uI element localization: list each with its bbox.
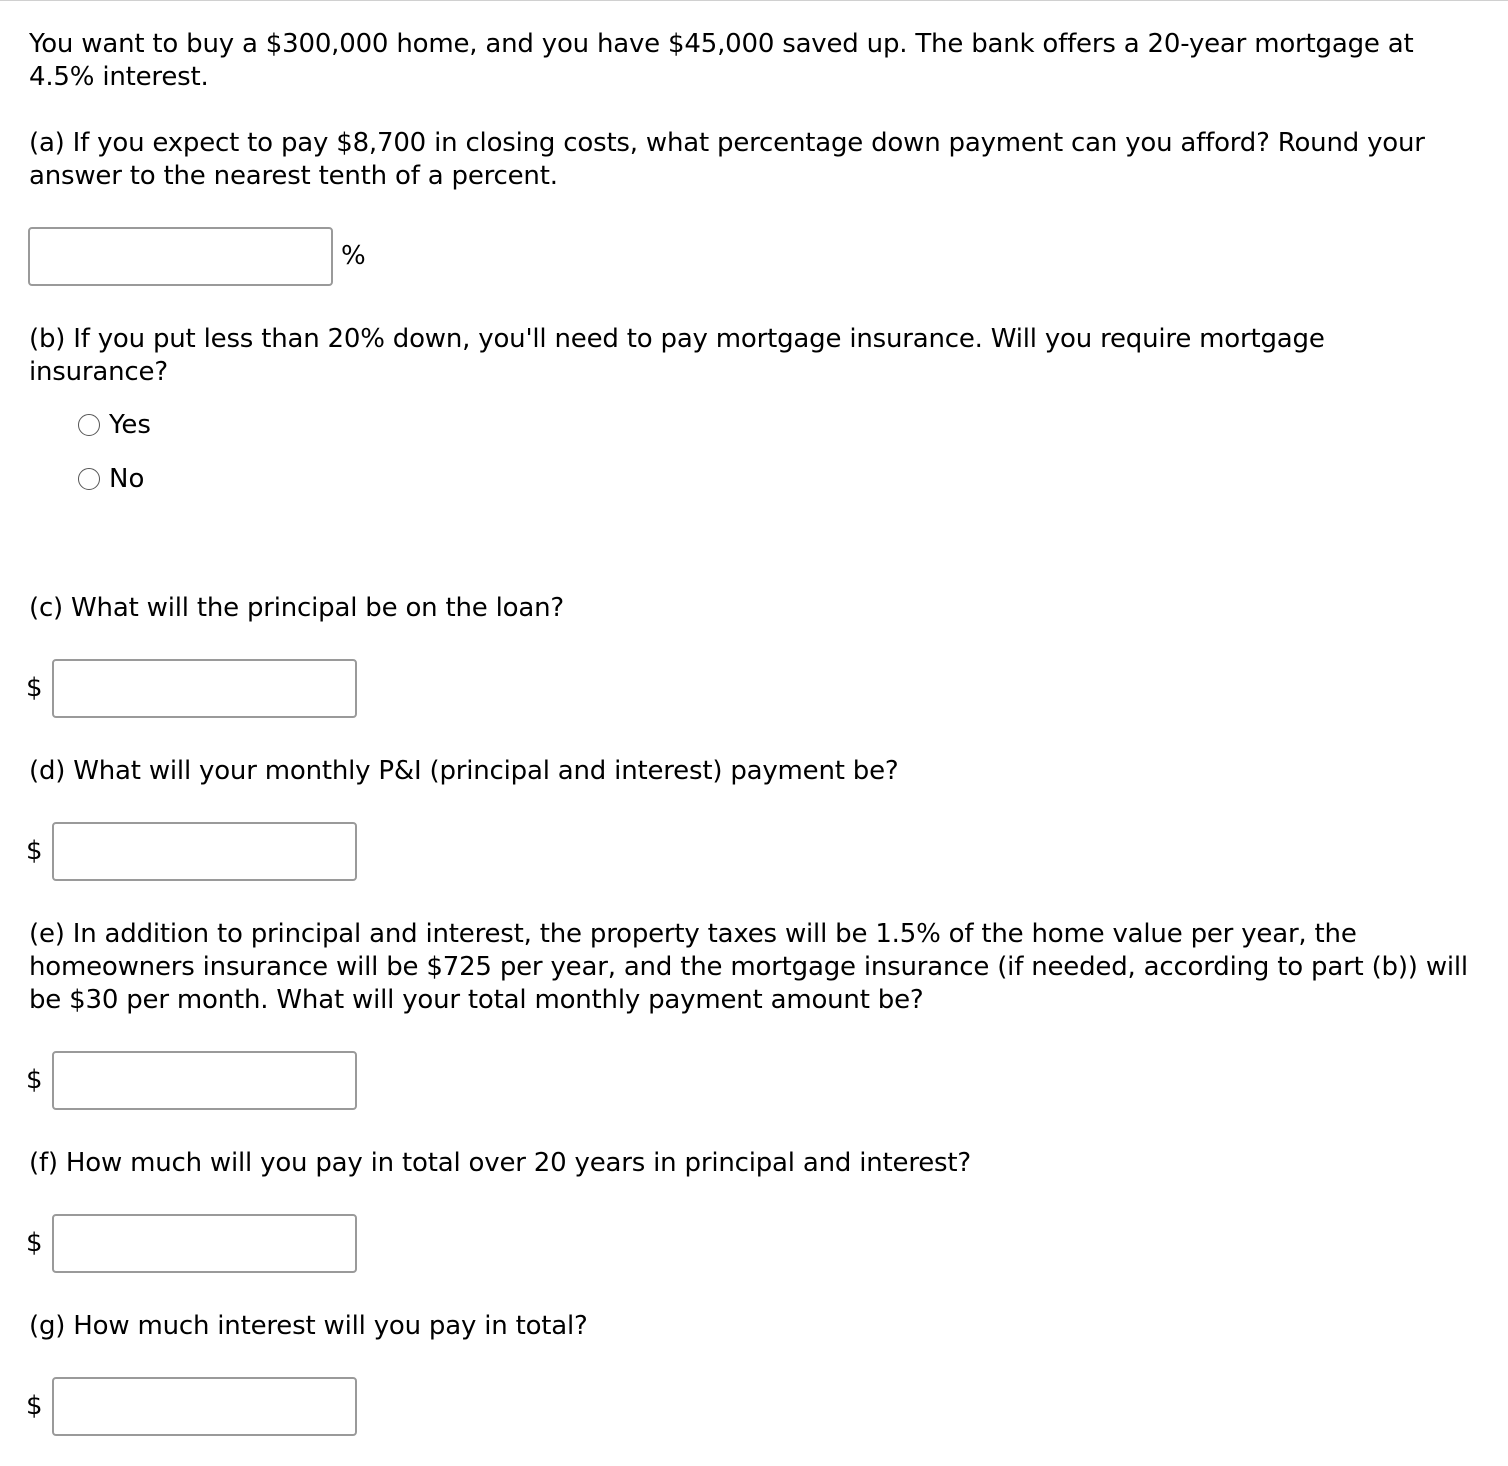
answer-c-input[interactable]: [52, 659, 357, 718]
radio-no-circle[interactable]: [78, 468, 100, 490]
answer-e-input[interactable]: [52, 1051, 357, 1110]
problem-intro: You want to buy a $300,000 home, and you have $45,000 saved up. The bank offers a 20-year mortgage at 4.5% interest.: [29, 29, 1414, 92]
question-f: (f) How much will you pay in total over 20 years in principal and interest?: [29, 1148, 971, 1178]
dollar-sign-e: $: [26, 1065, 43, 1095]
question-c: (c) What will the principal be on the loan?: [29, 593, 564, 623]
question-b: (b) If you put less than 20% down, you'll need to pay mortgage insurance. Will you require mortgage insurance?: [29, 324, 1325, 387]
radio-option-no[interactable]: [78, 462, 144, 496]
percent-unit: %: [341, 241, 366, 271]
top-divider: [0, 0, 1508, 1]
answer-g-input[interactable]: [52, 1377, 357, 1436]
radio-yes-label: Yes: [109, 409, 151, 440]
answer-a-input[interactable]: [28, 227, 333, 286]
question-a: (a) If you expect to pay $8,700 in closing costs, what percentage down payment can you afford? Round your answer to the nearest tenth of a percent.: [29, 128, 1425, 191]
question-e: (e) In addition to principal and interest, the property taxes will be 1.5% of the home value per year, the homeowners insurance will be $725 per year, and the mortgage insurance (if needed, according to part (b)) will be $30 per month. What will your total monthly payment amount be?: [29, 919, 1468, 1015]
dollar-sign-c: $: [26, 673, 43, 703]
dollar-sign-g: $: [26, 1391, 43, 1421]
radio-option-yes[interactable]: [78, 408, 151, 442]
radio-yes-circle[interactable]: [78, 414, 100, 436]
answer-d-input[interactable]: [52, 822, 357, 881]
question-d: (d) What will your monthly P&I (principal and interest) payment be?: [29, 756, 899, 786]
question-g: (g) How much interest will you pay in total?: [29, 1311, 588, 1341]
answer-f-input[interactable]: [52, 1214, 357, 1273]
dollar-sign-d: $: [26, 836, 43, 866]
dollar-sign-f: $: [26, 1228, 43, 1258]
radio-no-label: No: [109, 463, 145, 494]
